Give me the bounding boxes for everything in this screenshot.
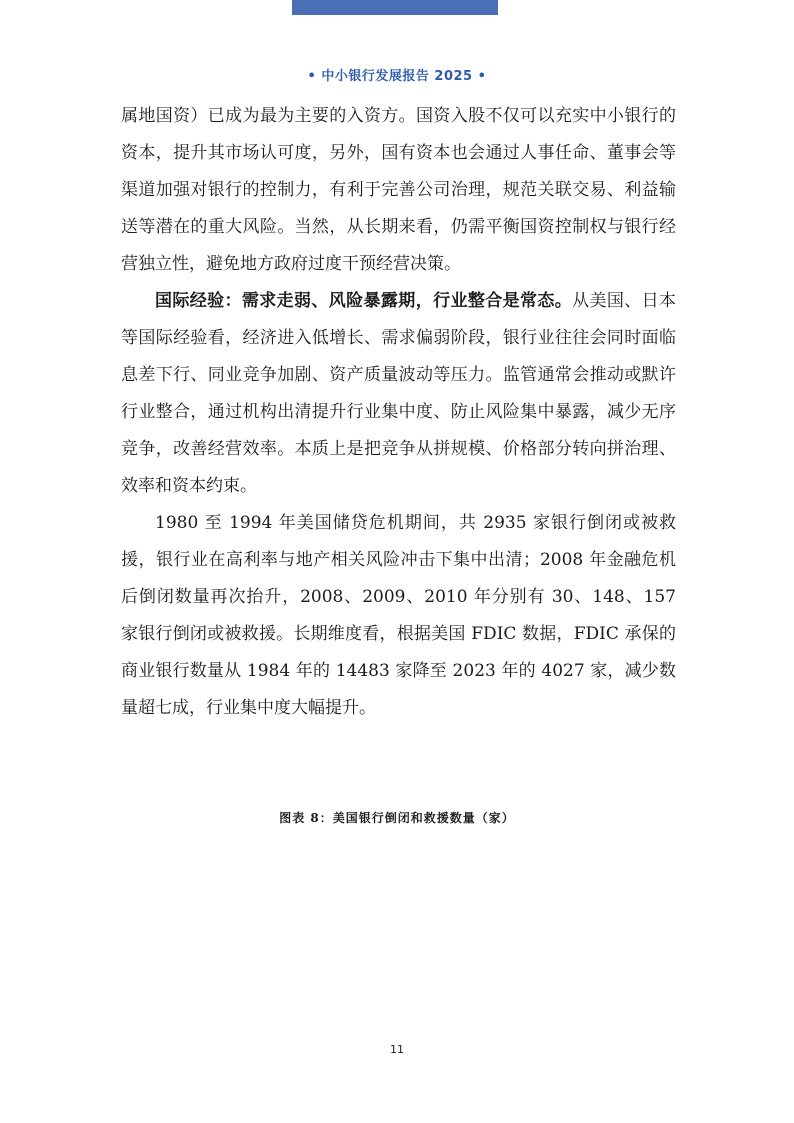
paragraph-2-lead: 国际经验：需求走弱、风险暴露期，行业整合是常态。 (155, 291, 573, 311)
header-accent-bar (292, 0, 498, 15)
figure-caption: 图表 8：美国银行倒闭和救援数量（家） (279, 811, 515, 825)
paragraph-1: 属地国资）已成为最为主要的入资方。国资入股不仅可以充实中小银行的资本，提升其市场认可度，另外，国有资本也会通过人事任命、董事会等渠道加强对银行的控制力，有利于完善公司治理，规范关联交易、利益输送等潜在的重大风险。当然，从长期来看，仍需平衡国资控制权与银行经营独立性，避免地方政府过度干预经营决策。 (121, 106, 676, 274)
paragraph-2-text: 从美国、日本等国际经验看，经济进入低增长、需求偏弱阶段，银行业往往会同时面临息差下行、同业竞争加剧、资产质量波动等压力。监管通常会推动或默许行业整合，通过机构出清提升行业集中度、防止风险集中暴露，减少无序竞争，改善经营效率。本质上是把竞争从拼规模、价格部分转向拼治理、效率和资本约束。 (121, 291, 677, 496)
paragraph-3: 1980 至 1994 年美国储贷危机期间，共 2935 家银行倒闭或被救援，银行业在高利率与地产相关风险冲击下集中出清；2008 年金融危机后倒闭数量再次抬升，2008、2009、2010 年分别有 30、148、157 家银行倒闭或被救援。长期维度看，根据美国 FDIC 数据，FDIC 承保的商业银行数量从 1984 年的 14483 家降至 2023 年的 4027 家，减少数量超七成，行业集中度大幅提升。 (121, 513, 676, 718)
report-header-title: • 中小银行发展报告 2025 • (307, 69, 487, 84)
page-number: 11 (390, 1043, 404, 1056)
main-content (121, 98, 676, 727)
paragraph-2 (121, 283, 676, 505)
